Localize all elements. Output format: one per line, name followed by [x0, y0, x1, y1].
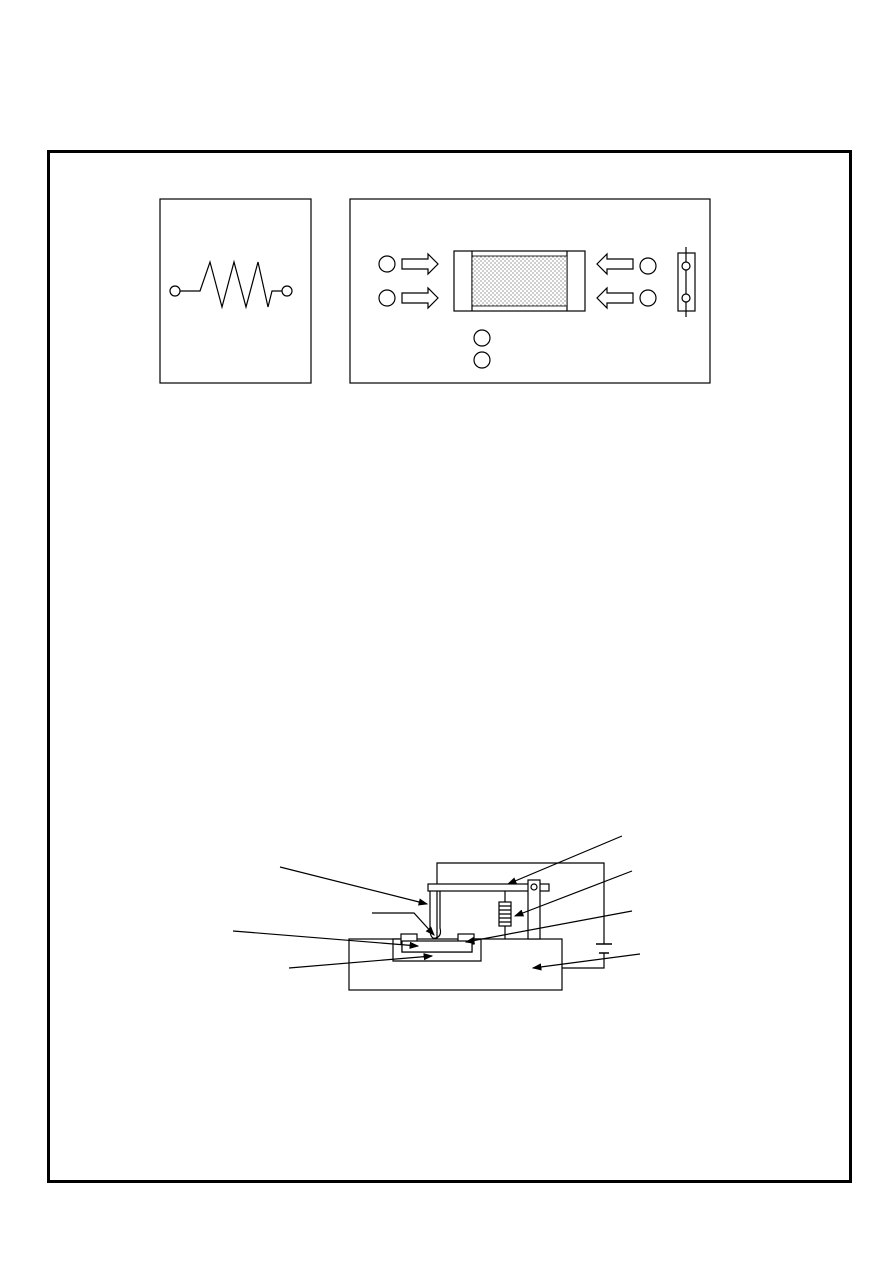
part-circle: [640, 290, 656, 306]
part-circle: [379, 290, 395, 306]
resistor-zigzag-icon: [180, 262, 282, 307]
resistor-symbol-figure: [160, 199, 311, 383]
terminal-right: [282, 286, 292, 296]
arrow-right-icon: [402, 288, 438, 308]
resistive-element: [472, 256, 567, 306]
arrow-left-icon: [597, 288, 633, 308]
circuit-wire: [562, 953, 604, 968]
leader-line: [372, 913, 434, 935]
contact-arm: [430, 891, 441, 938]
bracket-hole: [682, 262, 690, 270]
part-circle: [474, 330, 490, 346]
arrow-left-icon: [597, 254, 633, 274]
coil-core: [402, 941, 472, 952]
bracket-hole: [682, 294, 690, 302]
pivot-pin: [531, 884, 537, 890]
leader-line: [280, 867, 427, 904]
leader-line: [466, 911, 632, 942]
terminal-left: [170, 286, 180, 296]
resistor-assembly-figure: [350, 199, 710, 383]
part-circle: [379, 256, 395, 272]
leader-line: [508, 836, 622, 884]
relay-mechanism-figure: [233, 836, 640, 990]
arrow-right-icon: [402, 254, 438, 274]
part-circle: [474, 352, 490, 368]
part-circle: [640, 258, 656, 274]
